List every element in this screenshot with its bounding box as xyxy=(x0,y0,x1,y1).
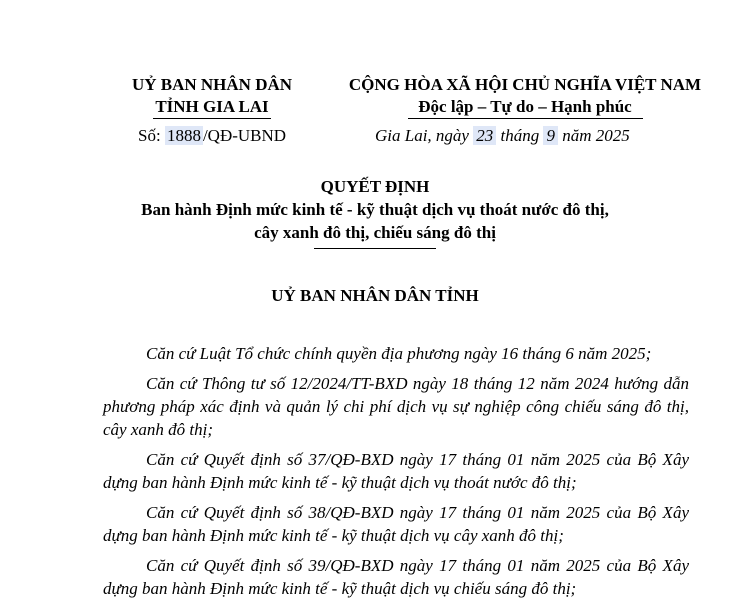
motto-underline xyxy=(408,118,643,119)
date-year: năm 2025 xyxy=(562,126,630,145)
nation-name: CỘNG HÒA XÃ HỘI CHỦ NGHĨA VIỆT NAM xyxy=(348,75,702,94)
agency-name-line1: UỶ BAN NHÂN DÂN xyxy=(131,75,293,94)
legal-basis-paragraph: Căn cứ Quyết định số 39/QĐ-BXD ngày 17 tháng 01 năm 2025 của Bộ Xây dựng ban hành Định mức kinh tế - kỹ thuật dịch vụ chiếu sáng đô thị; xyxy=(103,556,689,598)
date-place-prefix: Gia Lai, ngày xyxy=(375,126,469,145)
document-number-prefix: Số: xyxy=(138,126,161,145)
decision-title: QUYẾT ĐỊNH xyxy=(320,177,430,196)
date-day: 23 xyxy=(473,126,496,145)
title-underline xyxy=(314,248,436,249)
decision-subject-line1: Ban hành Định mức kinh tế - kỹ thuật dịch vụ thoát nước đô thị, xyxy=(141,200,609,219)
document-number-suffix: /QĐ-UBND xyxy=(202,126,287,145)
issuing-agency-block xyxy=(112,74,312,119)
document-number xyxy=(138,126,286,146)
nation-motto: Độc lập – Tự do – Hạnh phúc xyxy=(418,97,632,116)
national-motto-block xyxy=(325,74,725,119)
document-number-value: 1888 xyxy=(166,126,201,145)
decision-title-block xyxy=(100,176,650,249)
decision-subject-line2: cây xanh đô thị, chiếu sáng đô thị xyxy=(254,223,496,242)
agency-underline xyxy=(153,118,271,119)
issuer-heading: UỶ BAN NHÂN DÂN TỈNH xyxy=(271,286,479,305)
legal-basis-paragraph: Căn cứ Quyết định số 37/QĐ-BXD ngày 17 tháng 01 năm 2025 của Bộ Xây dựng ban hành Định mức kinh tế - kỹ thuật dịch vụ thoát nước đô thị; xyxy=(103,450,689,492)
legal-basis-list xyxy=(103,342,689,607)
date-month-label: tháng xyxy=(500,126,540,145)
legal-basis-paragraph: Căn cứ Quyết định số 38/QĐ-BXD ngày 17 tháng 01 năm 2025 của Bộ Xây dựng ban hành Định mức kinh tế - kỹ thuật dịch vụ cây xanh đô thị; xyxy=(103,503,689,545)
agency-name-line2: TỈNH GIA LAI xyxy=(155,97,269,116)
legal-basis-paragraph: Căn cứ Thông tư số 12/2024/TT-BXD ngày 18 tháng 12 năm 2024 hướng dẫn phương pháp xác định và quản lý chi phí dịch vụ sự nghiệp công chiếu sáng đô thị, cây xanh đô thị; xyxy=(103,374,689,439)
legal-basis-paragraph: Căn cứ Luật Tổ chức chính quyền địa phương ngày 16 tháng 6 năm 2025; xyxy=(146,344,652,363)
issue-date xyxy=(375,126,630,146)
date-month: 9 xyxy=(543,126,558,145)
